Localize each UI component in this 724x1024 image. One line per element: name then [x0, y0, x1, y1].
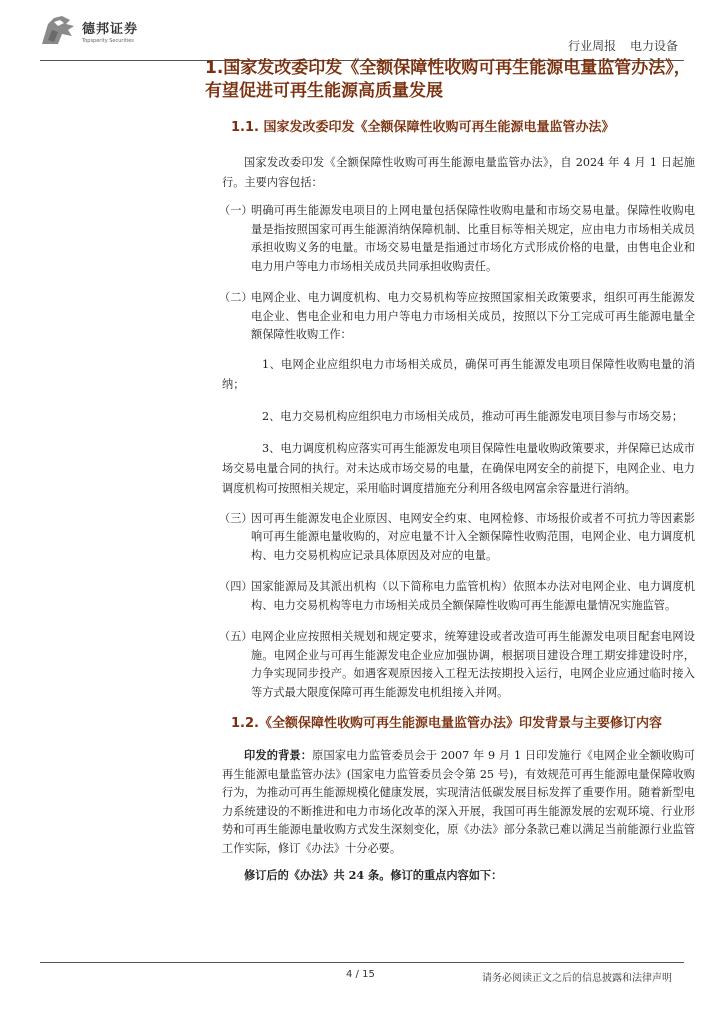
list-item-number: （二） [219, 291, 253, 304]
logo-en-text: Topsperity Securities [82, 38, 134, 44]
logo-mark-icon [40, 14, 78, 48]
section-1-2-title: 1.2.《全额保障性收购可再生能源电量监管办法》印发背景与主要修订内容 [231, 716, 662, 731]
page-footer [40, 962, 684, 984]
main-content [205, 56, 695, 885]
list-item [205, 510, 695, 566]
logo-cn-text: 德邦证券 [82, 22, 139, 37]
sub-item: 2、电力交易机构应组织电力市场相关成员，推动可再生能源发电项目参与市场交易； [262, 409, 684, 423]
sub-item: 3、电力调度机构应落实可再生能源发电项目保障性电量收购政策要求，并保障已达成市场交易电量合同的执行。对未达成市场交易的电量，在确保电网安全的前提下，电网企业、电力调度机构可按照相关规定，采用临时调度措施充分利用各级电网富余容量进行消纳。 [222, 441, 695, 495]
background-text: 原国家电力监管委员会于 2007 年 9 月 1 日印发施行《电网企业全额收购可再生能源电量监管办法》(国家电力监管委员会令第 25 号)，有效规范可再生能源电量保障收购行为，为推动可再生能源规模化健康发展，实现清洁低碳发展目标发挥了重要作用。随着新型电力系统建设的不断推进和电力市场化改革的深入开展，我国可再生能源发展的宏观环境、行业形势和可再生能源电量收购方式发生深刻变化，原《办法》部分条款已难以满足当前能源行业监管工作实际，修订《办法》十分必要。 [222, 749, 695, 855]
list-item [205, 628, 695, 702]
background-label: 印发的背景： [244, 748, 313, 762]
list-item-number: （四） [219, 580, 253, 593]
list-item-text: 电网企业、电力调度机构、电力交易机构等应按照国家相关政策要求，组织可再生能源发电企业、售电企业和电力用户等电力市场相关成员，按照以下分工完成可再生能源电量全额保障性收购工作： [251, 291, 695, 341]
company-logo [40, 14, 138, 48]
revision-summary: 修订后的《办法》共 24 条。修订的重点内容如下： [244, 868, 503, 882]
header-tags [568, 37, 678, 54]
list-item [205, 202, 695, 276]
list-item-number: （五） [219, 630, 253, 643]
page-number: 4 / 15 [346, 969, 375, 980]
legal-disclaimer: 请务必阅读正文之后的信息披露和法律声明 [482, 973, 672, 984]
list-item-number: （一） [219, 204, 253, 217]
section-1-title: 1.国家发改委印发《全额保障性收购可再生能源电量监管办法》，有望促进可再生能源高质量发展 [205, 58, 691, 101]
list-item-text: 因可再生能源发电企业原因、电网安全约束、电网检修、市场报价或者不可抗力等因素影响可再生能源电量收购的，对应电量不计入全额保障性收购范围，电网企业、电力调度机构、电力交易机构应记录具体原因及对应的电量。 [251, 511, 695, 562]
section-1-1-intro: 国家发改委印发《全额保障性收购可再生能源电量监管办法》，自 2024 年 4 月 1 日起施行。主要内容包括： [222, 156, 695, 189]
list-item-number: （三） [219, 511, 253, 525]
industry-label: 电力设备 [629, 39, 678, 53]
list-item-text: 国家能源局及其派出机构（以下简称电力监管机构）依照本办法对电网企业、电力调度机构、电力交易机构等电力市场相关成员全额保障性收购可再生能源电量情况实施监管。 [251, 580, 695, 612]
list-item-text: 电网企业应按照相关规划和规定要求，统筹建设或者改造可再生能源发电项目配套电网设施。电网企业与可再生能源发电企业应加强协调，根据项目建设合理工期安排建设时序，力争实现同步投产。如遇客观原因接入工程无法按期投入运行，电网企业应通过临时接入等方式最大限度保障可再生能源发电机组接入并网。 [251, 630, 695, 699]
list-item [205, 289, 695, 345]
report-type-label: 行业周报 [568, 39, 617, 53]
background-paragraph [222, 746, 695, 858]
sub-item: 1、电网企业应组织电力市场相关成员，确保可再生能源发电项目保障性收购电量的消纳； [222, 357, 695, 391]
section-1-1-title: 1.1. 国家发改委印发《全额保障性收购可再生能源电量监管办法》 [231, 120, 615, 135]
list-item [205, 578, 695, 615]
list-item-text: 明确可再生能源发电项目的上网电量包括保障性收购电量和市场交易电量。保障性收购电量是指按照国家可再生能源消纳保障机制、比重目标等相关规定，应由电力市场相关成员承担收购义务的电量。市场交易电量是指通过市场化方式形成价格的电量，由售电企业和电力用户等电力市场相关成员共同承担收购责任。 [251, 204, 695, 273]
page-header [40, 14, 684, 61]
